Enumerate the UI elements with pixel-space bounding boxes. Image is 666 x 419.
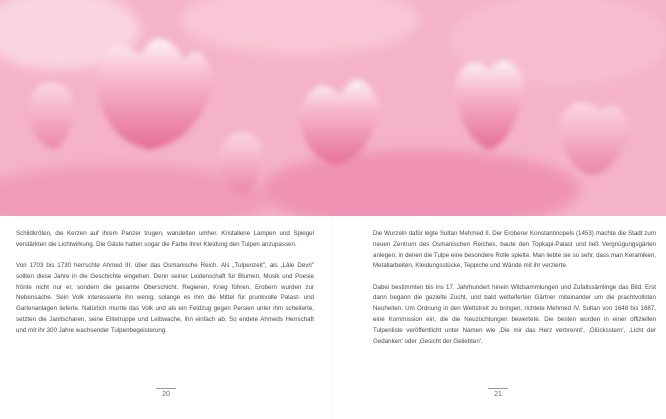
left-paragraph-1: Schildkröten, die Kerzen auf ihrem Panzer trugen, wandelten umher. Kristallene Lampen und Spiegel verstärkten die Lichtwirkung. Die Gäste hatten sogar die Farbe ihrer Kleidung den Tulpen anzupassen. [16, 230, 314, 248]
page-number-left-value: 20 [162, 391, 170, 398]
left-paragraph-2: Von 1703 bis 1730 herrschte Ahmed III. über das Osmanische Reich. Als „Tulpenzeit", als „Lâle Devri" sollten diese Jahre in die Geschichte eingehen. Denn seiner Leidenschaft für Blumen, Musik und Poesie frönte nicht nur er, sondern die gesamte Oberschicht. Regieren, Krieg führen, Erobern wurden zur Nebensache. Sein Volk interessierte ihn wenig, solange es ihm die Mittel für prunkvolle Palast- und Gartenanlagen lieferte. Natürlich murrte das Volk und als ein Feldzug gegen Persien unter ihm scheiterte, setzten die Janitscharen, seine Elitetruppe und Leibwache, ihn einfach ab. So endete Ahmeds Herrschaft und mit ihr 300 Jahre wachsender Tulpenbegeisterung. [16, 262, 314, 334]
page-number-rule [488, 388, 508, 389]
right-paragraph-1: Die Wurzeln dafür legte Sultan Mehmed II. Der Eroberer Konstantinopels (1453) machte die Stadt zum neuen Zentrum des Osmanischen Reiches, baute den Topkapi-Palast und ließ Vergnügungsgärten anlegen, in denen die Tulpe eine besondere Rolle spielte. Man liebte sie so sehr, dass man Keramiken, Metallarbeiten, Kleidungsstücke, Teppiche und Wände mit ihr verzierte. [373, 230, 656, 270]
left-page-text [16, 229, 314, 347]
right-paragraph-2: Dabei bestimmten bis ins 17. Jahrhundert hinein Wildsammlungen und Zufallssämlinge das Bild. Erst dann begann die gezielte Zucht, und bald wetteiferten Gärtner miteinander um die prachtvollsten Neuheiten. Um Ordnung in den Wettstreit zu bringen, richtete Mehmed IV. Sultan von 1648 bis 1687, eine Kommission ein, die die Neuzüchtungen bewertete. Die besten wurden in einer offiziellen Tulpenliste veröffentlicht unter Namen wie ‚Die mir das Herz verbrennt', ‚Glücksstern', ‚Licht der Gedanken' oder ‚Gesicht der Geliebten'. [373, 283, 656, 345]
right-page-text [373, 229, 656, 358]
page-gutter [332, 216, 334, 419]
page-number-left [156, 388, 176, 398]
page-number-right [488, 388, 508, 398]
page-number-right-value: 21 [494, 391, 502, 398]
page-number-rule [156, 388, 176, 389]
